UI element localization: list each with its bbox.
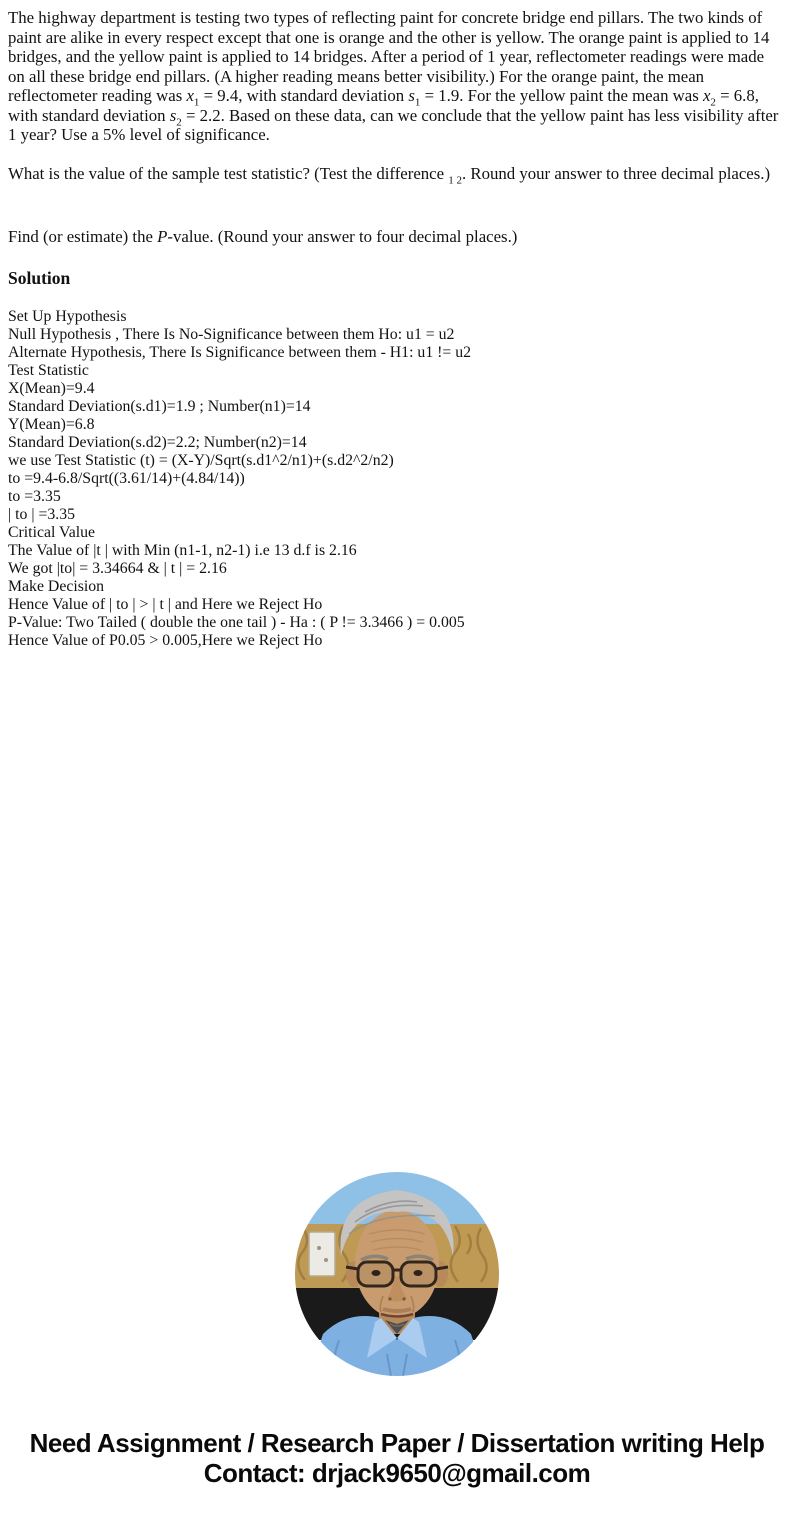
solution-line: Test Statistic [8,361,89,379]
statement-part4: = 6.8, with standard deviation [8,86,759,125]
var-s2-subscript: 2 [176,115,182,128]
solution-line: | to | =3.35 [8,505,76,523]
solution-line: we use Test Statistic (t) = (X-Y)/Sqrt(s.d1^2/n1)+(s.d2^2/n2) [8,451,394,469]
solution-line: Set Up Hypothesis [8,307,127,325]
solution-line: Make Decision [8,577,105,595]
var-x1-subscript: 1 [193,96,200,109]
problem-statement [8,8,784,145]
var-s1-subscript: 1 [414,96,421,109]
tutor-photo-container [0,1172,794,1381]
solution-line: Standard Deviation(s.d1)=1.9 ; Number(n1)=14 [8,397,311,415]
statement-part3: = 1.9. For the yellow paint the mean was [420,86,703,105]
question-p-value [8,227,784,247]
var-s2: s [169,105,177,125]
solution-line: P-Value: Two Tailed ( double the one tail ) - Ha : ( P != 3.3466 ) = 0.005 [8,613,465,631]
solution-line: Y(Mean)=6.8 [8,415,95,433]
solution-line: X(Mean)=9.4 [8,379,95,397]
statement-part2: = 9.4, with standard deviation [199,86,409,105]
document-page [0,8,794,650]
question2-part1: Find (or estimate) the [8,226,158,246]
solution-line: Alternate Hypothesis, There Is Significance between them - H1: u1 != u2 [8,343,472,361]
photo-mustache-shadow [383,1309,411,1311]
question1-part2: . Round your answer to three decimal places.) [462,163,771,183]
tutor-photo-icon [295,1172,499,1376]
question-test-statistic [8,164,784,184]
footer-contact-email: Contact: drjack9650@gmail.com [203,1457,591,1488]
solution-line: The Value of |t | with Min (n1-1, n2-1) i.e 13 d.f is 2.16 [8,541,357,559]
var-s1: s [408,86,415,105]
solution-line: Standard Deviation(s.d2)=2.2; Number(n2)=14 [8,433,307,451]
footer-help-text: Need Assignment / Research Paper / Dissertation writing Help [29,1427,765,1458]
question2-part2: -value. (Round your answer to four decimal places.) [167,226,518,246]
var-x1: x [186,86,194,105]
solution-line: Critical Value [8,523,96,541]
photo-switch-panel [309,1232,335,1276]
statement-part1: The highway department is testing two types of reflecting paint for concrete bridge end pillars. The two kinds of paint are alike in every respect except that one is orange and the other is yellow. The orange paint is applied to 14 bridges, and the yellow paint is applied to 14 bridges. After a period of 1 year, reflectometer readings were made on all these bridge end pillars. (A higher reading means better visibility.) For the orange paint, the mean reflectometer reading was [8,8,770,105]
solution-line: Hence Value of | to | > | t | and Here we Reject Ho [8,595,323,613]
solution-line: Hence Value of P0.05 > 0.005,Here we Reject Ho [8,631,323,649]
question1-part1: What is the value of the sample test statistic? (Test the difference [8,163,449,183]
solution-line: to =3.35 [8,487,61,505]
solution-line: We got |to| = 3.34664 & | t | = 2.16 [8,559,227,577]
var-x2-subscript: 2 [710,96,716,109]
statement-part5: = 2.2. Based on these data, can we conclude that the yellow paint has less visibility after 1 year? Use a 5% level of significance. [8,105,779,144]
solution-line: Null Hypothesis , There Is No-Significance between them Ho: u1 = u2 [8,325,455,343]
solution-steps [8,308,786,650]
solution-heading: Solution [8,267,71,288]
var-x2: x [702,86,711,105]
solution-line: to =9.4-6.8/Sqrt((3.61/14)+(4.84/14)) [8,469,245,487]
footer-promo [27,1428,767,1488]
var-p: P [157,226,168,246]
question1-mu-subscripts: 1 2 [448,173,463,186]
